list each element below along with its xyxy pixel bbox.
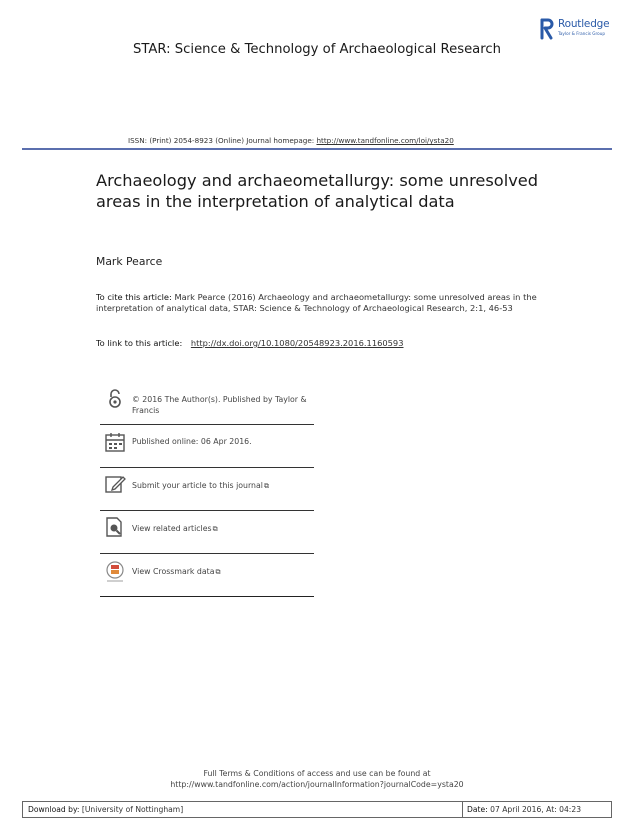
downloaded-by xyxy=(28,805,183,814)
open-access-icon xyxy=(104,388,126,410)
link-label: To link to this article: xyxy=(96,338,185,348)
license-text: © 2016 The Author(s). Published by Taylor & Francis xyxy=(132,395,307,415)
edit-icon xyxy=(104,473,126,495)
article-link-line xyxy=(96,338,404,348)
crossmark-icon xyxy=(104,560,126,582)
terms-notice xyxy=(0,769,634,790)
related-articles-link[interactable] xyxy=(132,524,318,535)
external-link-icon: ⧉ xyxy=(212,525,218,533)
document-search-icon xyxy=(104,516,126,538)
citation-text: Mark Pearce (2016) Archaeology and archaeometallurgy: some unresolved areas in the interpretation of analytical data, STAR: Science & Technology of Archaeological Research, 2:1, 46-53 xyxy=(96,292,537,314)
submit-article-label: Submit your article to this journal xyxy=(132,481,263,490)
external-link-icon: ⧉ xyxy=(215,568,221,576)
crossmark-row[interactable] xyxy=(100,554,314,597)
doi-link[interactable]: http://dx.doi.org/10.1080/20548923.2016.1160593 xyxy=(190,338,404,348)
publisher-tagline: Taylor & Francis Group xyxy=(558,31,606,36)
downloaded-by-label: Download by: xyxy=(28,805,80,814)
external-link-icon: ⧉ xyxy=(263,482,269,490)
crossmark-link[interactable] xyxy=(132,567,318,578)
header-divider xyxy=(22,148,612,150)
journal-title: STAR: Science & Technology of Archaeological Research xyxy=(132,42,502,57)
publisher-logo xyxy=(540,18,630,42)
citation-label: To cite this article: xyxy=(96,292,175,302)
issn-text: ISSN: (Print) 2054-8923 (Online) Journal homepage: xyxy=(128,136,317,145)
terms-line-1: Full Terms & Conditions of access and use can be found at xyxy=(203,769,431,778)
calendar-icon xyxy=(104,431,126,453)
downloaded-by-value: [University of Nottingham] xyxy=(79,805,184,814)
footer-divider xyxy=(462,801,463,818)
issn-line xyxy=(128,136,454,145)
terms-url[interactable]: http://www.tandfonline.com/action/journalInformation?journalCode=ysta20 xyxy=(170,779,464,789)
article-author: Mark Pearce xyxy=(96,255,163,268)
citation-block xyxy=(96,292,556,315)
related-articles-label: View related articles xyxy=(132,524,212,533)
download-date xyxy=(467,805,581,814)
download-date-label: Date: xyxy=(467,805,488,814)
published-date-text: Published online: 06 Apr 2016. xyxy=(132,437,252,446)
download-date-value: 07 April 2016, At: 04:23 xyxy=(487,805,582,814)
publisher-name: Routledge xyxy=(558,18,610,30)
article-title: Archaeology and archaeometallurgy: some unresolved areas in the interpretation of analytical data xyxy=(96,171,539,211)
license-row xyxy=(100,382,314,425)
submit-article-row[interactable] xyxy=(100,468,314,511)
journal-homepage-link[interactable]: http://www.tandfonline.com/loi/ysta20 xyxy=(316,136,454,145)
related-articles-row[interactable] xyxy=(100,511,314,554)
published-row xyxy=(100,425,314,468)
routledge-logo-icon xyxy=(540,18,554,40)
crossmark-label: View Crossmark data xyxy=(132,567,215,576)
submit-article-link[interactable] xyxy=(132,481,318,492)
